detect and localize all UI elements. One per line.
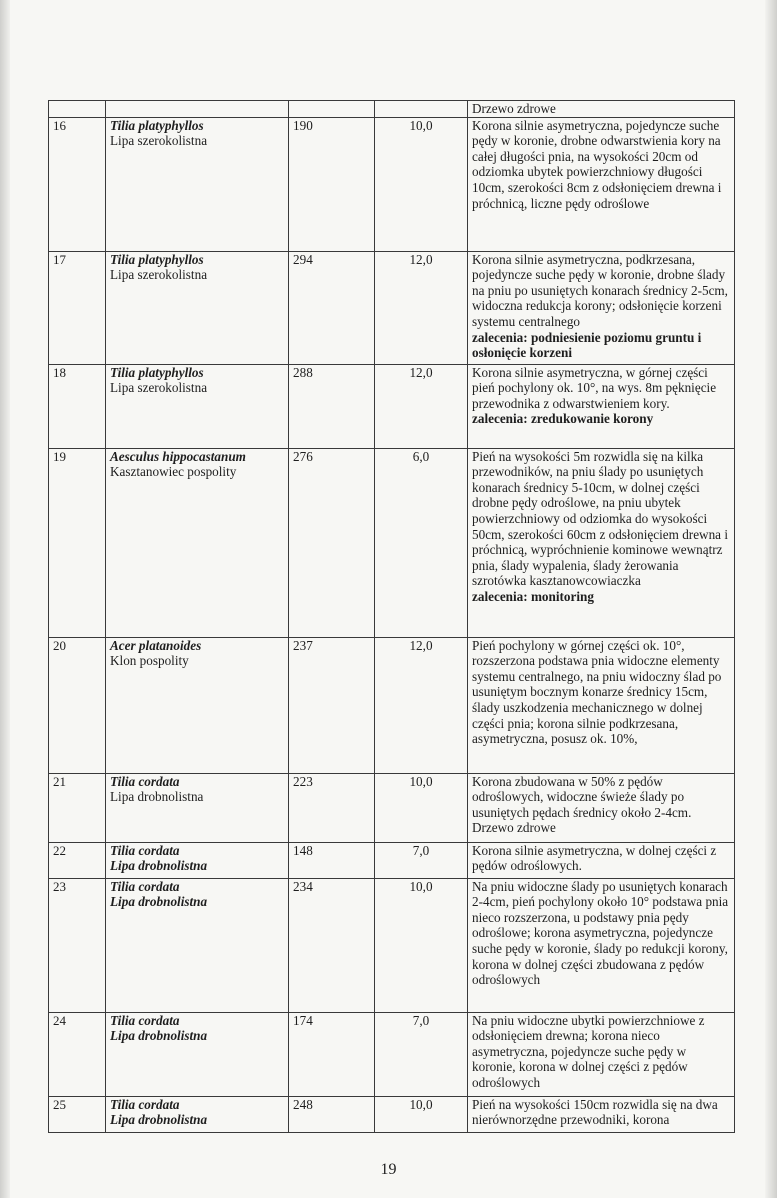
- species-common-name: Lipa szerokolistna: [110, 380, 208, 396]
- cell-empty: [106, 101, 289, 118]
- table-row: [49, 878, 735, 1012]
- tree-number: 22: [49, 842, 106, 878]
- tree-description: Korona zbudowana w 50% z pędów odroślowych, widoczne świeże ślady po usuniętych pędach średnicy około 2-4cm. Drzewo zdrowe: [468, 773, 735, 842]
- tree-circumference: 234: [289, 878, 375, 1012]
- description-text: Pień na wysokości 5m rozwidla się na kilka przewodników, na pniu ślady po usuniętych konarach średnicy 5-10cm, w dolnej części drobne pędy odroślowe, na pniu ubytek powierzchniowy od odziomka do wysokości 50cm, szerokości 60cm z odsłonięciem drewna i próchnicą, wypróchnienie kominowe wewnątrz pnia, ślady wypalenia, ślady żerowania szrotówka kasztanowcowiaczka: [472, 448, 728, 589]
- page-number: 19: [380, 1161, 397, 1178]
- table-row: [49, 1012, 735, 1096]
- tree-height: 7,0: [375, 1012, 468, 1096]
- table-row: [49, 251, 735, 364]
- tree-number: 17: [49, 251, 106, 364]
- cell-empty: [289, 101, 375, 118]
- species-common-name: Lipa szerokolistna: [110, 267, 208, 283]
- tree-height: 10,0: [375, 1096, 468, 1132]
- tree-description: [468, 364, 735, 448]
- species-common-name: Lipa szerokolistna: [110, 133, 208, 149]
- tree-species: [106, 773, 289, 842]
- species-latin-name: Tilia platyphyllos: [110, 117, 204, 133]
- tree-species: [106, 878, 289, 1012]
- tree-species: [106, 117, 289, 251]
- species-common-name: Lipa drobnolistna: [110, 1028, 208, 1044]
- tree-height: 10,0: [375, 773, 468, 842]
- tree-number: 21: [49, 773, 106, 842]
- recommendation-text: zalecenia: podniesienie poziomu gruntu i osłonięcie korzeni: [472, 329, 702, 361]
- species-common-name: Klon pospolity: [110, 653, 189, 669]
- tree-circumference: 190: [289, 117, 375, 251]
- tree-species: [106, 251, 289, 364]
- species-common-name: Lipa drobnolistna: [110, 894, 208, 910]
- species-latin-name: Tilia cordata: [110, 1012, 180, 1028]
- tree-circumference: 174: [289, 1012, 375, 1096]
- species-latin-name: Tilia cordata: [110, 773, 180, 789]
- tree-description: Pień pochylony w górnej części ok. 10°, rozszerzona podstawa pnia widoczne elementy systemu centralnego, na pniu widoczny ślad po usuniętym bocznym konarze średnicy 15cm, ślady uszkodzenia mechanicznego w dolnej części pnia; korona silnie podkrzesana, asymetryczna, posusz ok. 10%,: [468, 637, 735, 773]
- tree-number: 20: [49, 637, 106, 773]
- tree-species: [106, 448, 289, 637]
- tree-height: 10,0: [375, 878, 468, 1012]
- tree-inventory-table: [48, 100, 735, 1133]
- tree-description: Na pniu widoczne ślady po usuniętych konarach 2-4cm, pień pochylony około 10° podstawa pnia nieco rozszerzona, u podstawy pnia pędy odroślowe; korona asymetryczna, pojedyncze suche pędy w koronie, ślady po redukcji korony, korona w dolnej części zbudowana z pędów odroślowych: [468, 878, 735, 1012]
- tree-height: 10,0: [375, 117, 468, 251]
- tree-circumference: 248: [289, 1096, 375, 1132]
- tree-number: 16: [49, 117, 106, 251]
- table-row-header-remnant: [49, 101, 735, 118]
- tree-number: 25: [49, 1096, 106, 1132]
- species-common-name: Lipa drobnolistna: [110, 789, 204, 805]
- cell-empty: [49, 101, 106, 118]
- cell-empty: [375, 101, 468, 118]
- species-common-name: Lipa drobnolistna: [110, 858, 208, 874]
- tree-species: [106, 1096, 289, 1132]
- tree-height: 6,0: [375, 448, 468, 637]
- recommendation-text: zalecenia: monitoring: [472, 588, 594, 604]
- species-latin-name: Aesculus hippocastanum: [110, 448, 246, 464]
- tree-circumference: 276: [289, 448, 375, 637]
- table-row: [49, 448, 735, 637]
- tree-number: 23: [49, 878, 106, 1012]
- table-row: [49, 364, 735, 448]
- species-latin-name: Tilia platyphyllos: [110, 251, 204, 267]
- table-row: [49, 117, 735, 251]
- species-latin-name: Acer platanoides: [110, 637, 202, 653]
- tree-description: Korona silnie asymetryczna, w dolnej części z pędów odroślowych.: [468, 842, 735, 878]
- tree-species: [106, 1012, 289, 1096]
- species-latin-name: Tilia cordata: [110, 878, 180, 894]
- species-latin-name: Tilia cordata: [110, 1096, 180, 1112]
- tree-circumference: 294: [289, 251, 375, 364]
- species-latin-name: Tilia cordata: [110, 842, 180, 858]
- tree-height: 7,0: [375, 842, 468, 878]
- tree-number: 19: [49, 448, 106, 637]
- tree-species: [106, 842, 289, 878]
- tree-description: Drzewo zdrowe: [468, 101, 735, 118]
- species-common-name: Lipa drobnolistna: [110, 1112, 208, 1128]
- tree-description: [468, 448, 735, 637]
- recommendation-text: zalecenia: zredukowanie korony: [472, 411, 654, 427]
- species-common-name: Kasztanowiec pospolity: [110, 464, 237, 480]
- tree-height: 12,0: [375, 364, 468, 448]
- tree-number: 18: [49, 364, 106, 448]
- tree-height: 12,0: [375, 251, 468, 364]
- tree-description: Korona silnie asymetryczna, pojedyncze suche pędy w koronie, drobne odwarstwienia kory na całej długości pnia, na wysokości 20cm od odziomka ubytek powierzchniowy długości 10cm, szerokości 8cm z odsłonięciem drewna i próchnicą, liczne pędy odroślowe: [468, 117, 735, 251]
- tree-circumference: 288: [289, 364, 375, 448]
- table-row: [49, 637, 735, 773]
- description-text: Korona silnie asymetryczna, w górnej części pień pochylony ok. 10°, na wys. 8m pęknięcie przewodnika z odwarstwieniem kory.: [472, 364, 717, 411]
- tree-height: 12,0: [375, 637, 468, 773]
- tree-circumference: 237: [289, 637, 375, 773]
- tree-number: 24: [49, 1012, 106, 1096]
- description-text: Korona silnie asymetryczna, podkrzesana, pojedyncze suche pędy w koronie, drobne ślady na pniu po usuniętych konarach średnicy 2-5cm, widoczna redukcja korony; odsłonięcie korzeni systemu centralnego: [472, 251, 728, 329]
- species-latin-name: Tilia platyphyllos: [110, 364, 204, 380]
- tree-species: [106, 364, 289, 448]
- table-row: [49, 842, 735, 878]
- tree-species: [106, 637, 289, 773]
- tree-description: Pień na wysokości 150cm rozwidla się na dwa nierównorzędne przewodniki, korona: [468, 1096, 735, 1132]
- table-row: [49, 773, 735, 842]
- tree-circumference: 148: [289, 842, 375, 878]
- tree-description: Na pniu widoczne ubytki powierzchniowe z odsłonięciem drewna; korona nieco asymetryczna, pojedyncze suche pędy w koronie, korona w dolnej części z pędów odroślowych: [468, 1012, 735, 1096]
- table-row: [49, 1096, 735, 1132]
- page-edge-right: [765, 0, 777, 1198]
- tree-description: [468, 251, 735, 364]
- tree-circumference: 223: [289, 773, 375, 842]
- page-edge-left: [0, 0, 10, 1198]
